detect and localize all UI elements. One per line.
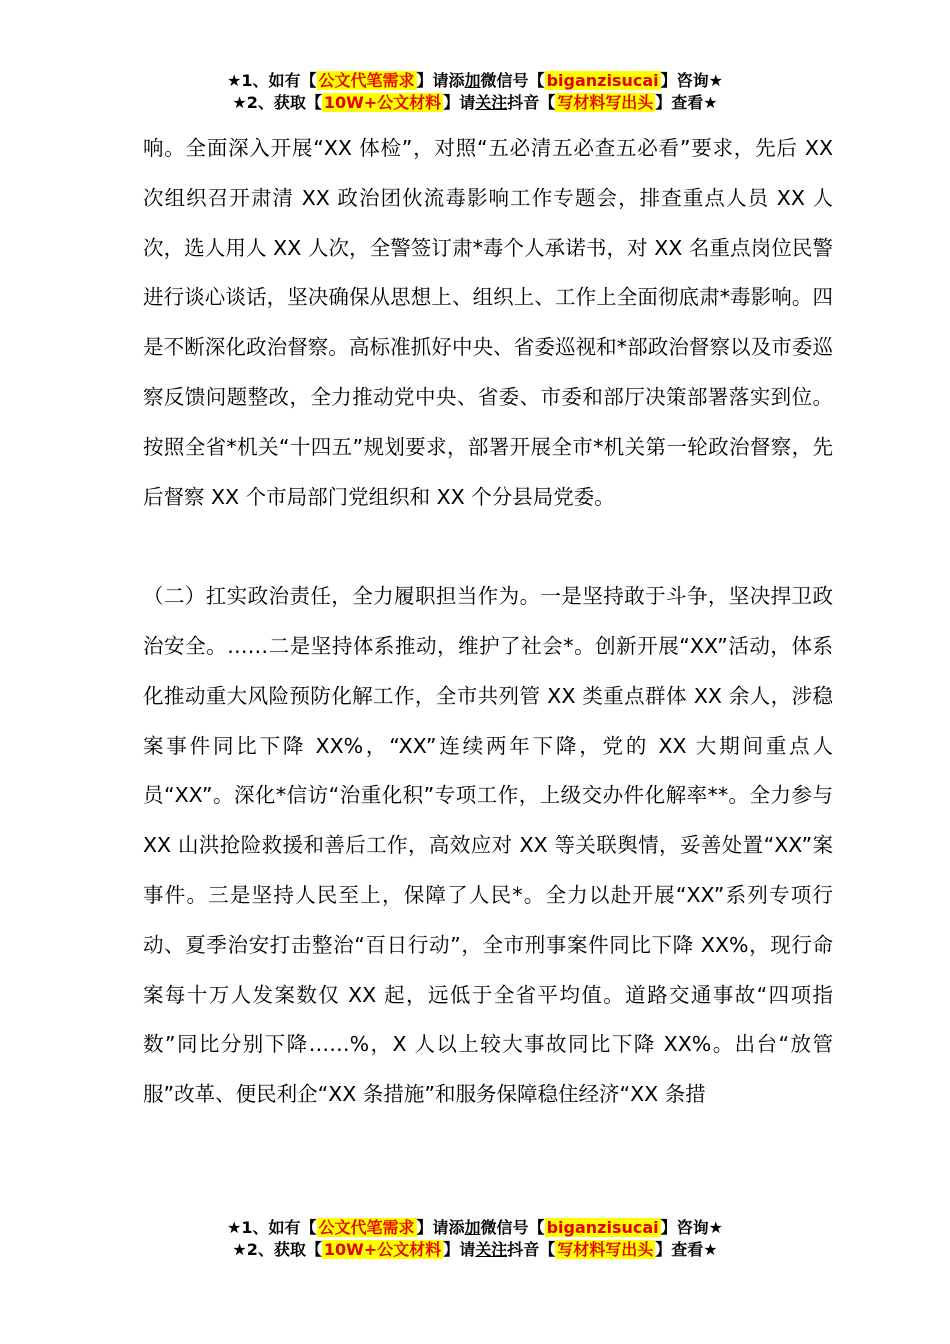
banner-line-1: ★1、如有【 公文代笔需求 】请添加微信号【 biganzisucai 】咨询★ [227,71,723,90]
highlight-wechat-id: biganzisucai [546,71,659,90]
highlight-ghostwriting: 公文代笔需求 [318,71,415,90]
paragraph: 响。全面深入开展“XX 体检”，对照“五必清五必查五必看”要求，先后 XX 次组织召开肃清 XX 政治团伙流毒影响工作专题会，排查重点人员 XX 人次，选人用人 XX 人次，全警签订肃*毒个人承诺书，对 XX 名重点岗位民警进行谈心谈话，坚决确保从思想上、组织上、工作上全面彻底肃*毒影响。四是不断深化政治督察。高标准抓好中央、省委巡视和*部政治督察以及市委巡察反馈问题整改，全力推动党中央、省委、市委和部厅决策部署落实到位。按照全省*机关“十四五”规划要求，部署开展全市*机关第一轮政治督察，先后督察 XX 个市局部门党组织和 XX 个分县局党委。 [143,136,833,509]
highlight-wechat-id: biganzisucai [546,1218,659,1237]
highlight-douyin: 写材料写出头 [557,93,654,112]
header-banner [0,70,950,114]
footer-banner [0,1217,950,1261]
highlight-materials: 10W+公文材料 [323,1240,442,1259]
document-body [143,124,833,1120]
banner-line-2: ★2、获取【 10W+公文材料 】请关注抖音【 写材料写出头 】查看★ [232,93,718,112]
paragraph-gap [143,522,833,572]
highlight-ghostwriting: 公文代笔需求 [318,1218,415,1237]
banner-line-1: ★1、如有【 公文代笔需求 】请添加微信号【 biganzisucai 】咨询★ [227,1218,723,1237]
highlight-materials: 10W+公文材料 [323,93,442,112]
paragraph: （二）扛实政治责任，全力履职担当作为。一是坚持敢于斗争，坚决捍卫政治安全。……二是坚持体系推动，维护了社会*。创新开展“XX”活动，体系化推动重大风险预防化解工作，全市共列管 XX 类重点群体 XX 余人，涉稳案事件同比下降 XX%，“XX”连续两年下降，党的 XX 大期间重点人员“XX”。深化*信访“治重化积”专项工作，上级交办件化解率**。全力参与 XX 山洪抢险救援和善后工作，高效应对 XX 等关联舆情，妥善处置“XX”案事件。三是坚持人民至上，保障了人民*。全力以赴开展“XX”系列专项行动、夏季治安打击整治“百日行动”，全市刑事案件同比下降 XX%，现行命案每十万人发案数仅 XX 起，远低于全省平均值。道路交通事故“四项指数”同比分别下降……%，X 人以上较大事故同比下降 XX%。出台“放管服”改革、便民利企“XX 条措施”和服务保障稳住经济“XX 条措 [143,584,833,1107]
banner-line-2: ★2、获取【 10W+公文材料 】请关注抖音【 写材料写出头 】查看★ [232,1240,718,1259]
highlight-douyin: 写材料写出头 [557,1240,654,1259]
